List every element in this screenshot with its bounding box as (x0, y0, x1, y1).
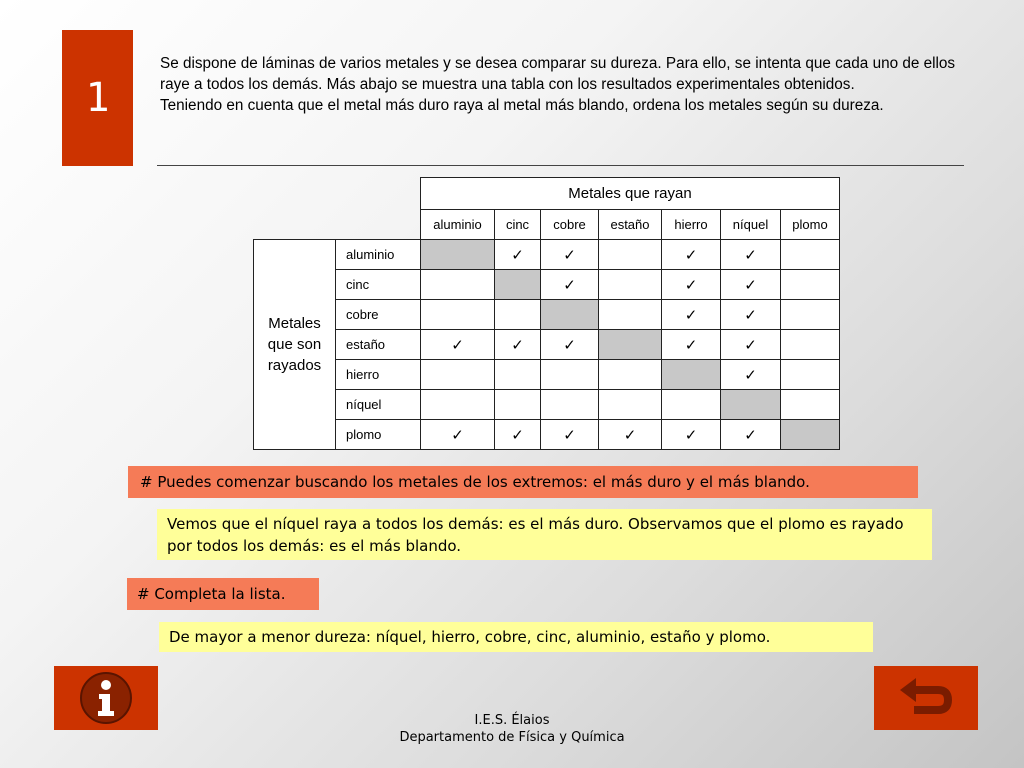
table-cell (541, 300, 599, 330)
scratch-results-table (253, 177, 840, 450)
table-row (254, 420, 840, 450)
table-cell: ✓ (721, 240, 781, 270)
return-arrow-icon (896, 674, 956, 722)
table-cell (599, 330, 662, 360)
table-cell: ✓ (721, 360, 781, 390)
table-cell: ✓ (721, 300, 781, 330)
table-cell: ✓ (662, 240, 721, 270)
table-row (254, 390, 840, 420)
footer (300, 712, 724, 746)
row-label: aluminio (336, 240, 421, 270)
table-corner (254, 178, 421, 240)
column-group-header: Metales que rayan (421, 178, 840, 210)
statement-intro: Se dispone de láminas de varios metales y se desea comparar su dureza. Para ello, se intenta que cada uno de ellos raye a todos los demás. Más abajo se muestra una tabla con los resultados experimentales obtenidos. (160, 55, 956, 93)
table-cell: ✓ (599, 420, 662, 450)
table-cell (781, 390, 840, 420)
table-row (254, 300, 840, 330)
table-cell (599, 270, 662, 300)
table-cell: ✓ (662, 330, 721, 360)
answer-extremes: Vemos que el níquel raya a todos los demás: es el más duro. Observamos que el plomo es rayado por todos los demás: es el más blando. (157, 509, 932, 560)
row-label: níquel (336, 390, 421, 420)
answer-final-order: De mayor a menor dureza: níquel, hierro, cobre, cinc, aluminio, estaño y plomo. (159, 622, 873, 652)
table-row (254, 240, 840, 270)
table-cell (781, 300, 840, 330)
table-cell: ✓ (421, 330, 495, 360)
table-cell (421, 270, 495, 300)
table-cell (495, 270, 541, 300)
table-cell: ✓ (541, 240, 599, 270)
table-cell (541, 390, 599, 420)
table-cell (421, 240, 495, 270)
hint-complete-list[interactable]: # Completa la lista. (127, 578, 319, 610)
table-row (254, 270, 840, 300)
column-header: níquel (721, 210, 781, 240)
table-cell: ✓ (662, 270, 721, 300)
row-label: cobre (336, 300, 421, 330)
column-header: aluminio (421, 210, 495, 240)
table-cell (541, 360, 599, 390)
table-row (254, 360, 840, 390)
row-label: plomo (336, 420, 421, 450)
table-cell (781, 420, 840, 450)
table-cell: ✓ (721, 330, 781, 360)
table-cell: ✓ (541, 420, 599, 450)
table-cell: ✓ (495, 330, 541, 360)
table-cell: ✓ (541, 270, 599, 300)
row-group-header: Metales que son rayados (254, 240, 336, 450)
table-cell (781, 270, 840, 300)
table-cell (721, 390, 781, 420)
row-label: estaño (336, 330, 421, 360)
table-cell (495, 300, 541, 330)
table-cell (421, 300, 495, 330)
statement-question: Teniendo en cuenta que el metal más duro raya al metal más blando, ordena los metales según su dureza. (160, 97, 884, 114)
column-header: cobre (541, 210, 599, 240)
table-cell: ✓ (662, 420, 721, 450)
column-header: estaño (599, 210, 662, 240)
table-cell (781, 360, 840, 390)
table-row (254, 330, 840, 360)
table-cell (599, 390, 662, 420)
row-label: hierro (336, 360, 421, 390)
table-cell (662, 360, 721, 390)
table-cell (421, 360, 495, 390)
school-name: I.E.S. Élaios (474, 713, 550, 728)
table-cell: ✓ (662, 300, 721, 330)
divider (157, 165, 964, 166)
hint-extremes[interactable]: # Puedes comenzar buscando los metales de los extremos: el más duro y el más blando. (128, 466, 918, 498)
table-cell (599, 240, 662, 270)
table-cell (599, 360, 662, 390)
exercise-number: 1 (85, 75, 110, 121)
exercise-number-box (62, 30, 133, 166)
table-cell: ✓ (721, 270, 781, 300)
table-cell: ✓ (495, 420, 541, 450)
info-button[interactable] (54, 666, 158, 730)
table-cell: ✓ (495, 240, 541, 270)
column-header: cinc (495, 210, 541, 240)
exercise-statement (160, 53, 960, 116)
table-cell (495, 390, 541, 420)
table-cell (662, 390, 721, 420)
info-icon (76, 670, 136, 726)
table-cell (495, 360, 541, 390)
table-cell: ✓ (721, 420, 781, 450)
table-cell (421, 390, 495, 420)
department-name: Departamento de Física y Química (399, 730, 625, 745)
column-header: plomo (781, 210, 840, 240)
table-cell: ✓ (541, 330, 599, 360)
back-button[interactable] (874, 666, 978, 730)
table-cell: ✓ (421, 420, 495, 450)
table-cell (781, 240, 840, 270)
table-cell (599, 300, 662, 330)
column-header: hierro (662, 210, 721, 240)
row-label: cinc (336, 270, 421, 300)
table-cell (781, 330, 840, 360)
